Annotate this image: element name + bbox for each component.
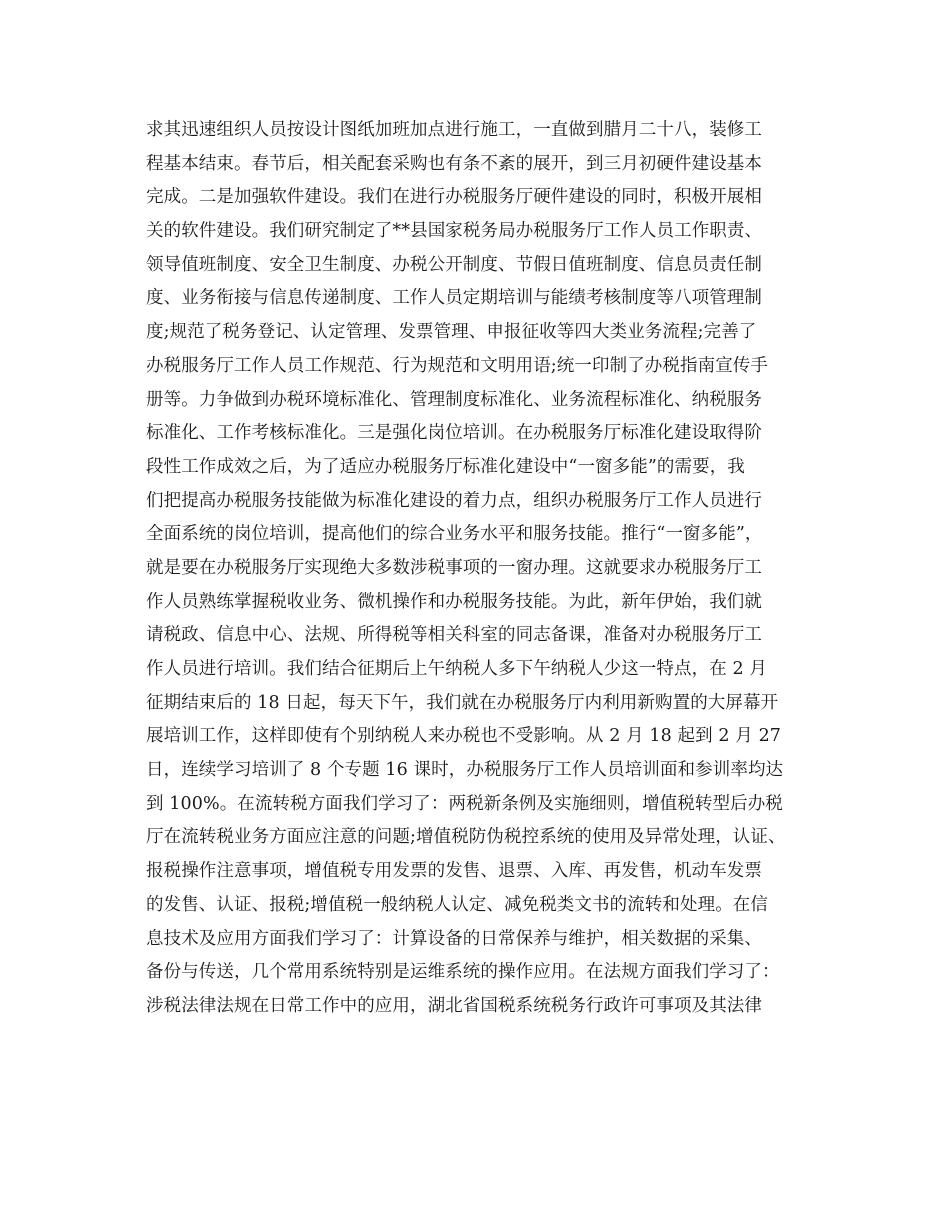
text-line: 涉税法律法规在日常工作中的应用，湖北省国税系统税务行政许可事项及其法律 xyxy=(146,995,762,1016)
text-line: 日，连续学习培训了 8 个专题 16 课时，办税服务厅工作人员培训面和参训率均达 xyxy=(146,760,784,781)
text-line: 作人员进行培训。我们结合征期后上午纳税人多下午纳税人少这一特点，在 2 月 xyxy=(146,659,767,679)
text-line: 度、业务衔接与信息传递制度、工作人员定期培训与能绩考核制度等八项管理制 xyxy=(146,288,762,309)
text-line: 的发售、认证、报税;增值税一般纳税人认定、减免税类文书的流转和处理。在信 xyxy=(146,894,768,915)
text-line: 请税政、信息中心、法规、所得税等相关科室的同志备课，准备对办税服务厅工 xyxy=(146,625,762,646)
text-line: 报税操作注意事项，增值税专用发票的发售、退票、入库、再发售，机动车发票 xyxy=(146,861,762,882)
text-line: 们把提高办税服务技能做为标准化建设的着力点，组织办税服务厅工作人员进行 xyxy=(146,490,762,511)
text-line: 就是要在办税服务厅实现绝大多数涉税事项的一窗办理。这就要求办税服务厅工 xyxy=(146,557,762,578)
text-line: 备份与传送，几个常用系统特别是运维系统的操作应用。在法规方面我们学习了： xyxy=(146,962,780,983)
body-text xyxy=(146,114,836,1024)
text-line: 展培训工作，这样即使有个别纳税人来办税也不受影响。从 2 月 18 起到 2 月 27 xyxy=(146,726,782,747)
text-line: 求其迅速组织人员按设计图纸加班加点进行施工，一直做到腊月二十八，装修工 xyxy=(146,120,762,140)
text-line: 册等。力争做到办税环境标准化、管理制度标准化、业务流程标准化、纳税服务 xyxy=(146,389,762,410)
text-line: 息技术及应用方面我们学习了：计算设备的日常保养与维护，相关数据的采集、 xyxy=(146,928,762,949)
text-line: 领导值班制度、安全卫生制度、办税公开制度、节假日值班制度、信息员责任制 xyxy=(146,254,762,275)
text-line: 程基本结束。春节后，相关配套采购也有条不紊的展开，到三月初硬件建设基本 xyxy=(146,153,762,174)
text-line: 标准化、工作考核标准化。三是强化岗位培训。在办税服务厅标准化建设取得阶 xyxy=(146,423,762,444)
text-line: 办税服务厅工作人员工作规范、行为规范和文明用语;统一印制了办税指南宣传手 xyxy=(146,355,768,376)
text-line: 度;规范了税务登记、认定管理、发票管理、申报征收等四大类业务流程;完善了 xyxy=(146,322,757,343)
text-line: 到 100%。在流转税方面我们学习了：两税新条例及实施细则，增值税转型后办税 xyxy=(146,793,783,814)
text-line: 关的软件建设。我们研究制定了**县国家税务局办税服务厅工作人员工作职责、 xyxy=(146,221,763,242)
text-line: 全面系统的岗位培训，提高他们的综合业务水平和服务技能。推行“一窗多能”， xyxy=(146,524,763,545)
text-line: 段性工作成效之后，为了适应办税服务厅标准化建设中“一窗多能”的需要，我 xyxy=(146,456,745,477)
text-line: 征期结束后的 18 日起，每天下午，我们就在办税服务厅内利用新购置的大屏幕开 xyxy=(146,692,779,713)
text-line: 完成。二是加强软件建设。我们在进行办税服务厅硬件建设的同时，积极开展相 xyxy=(146,187,762,208)
text-line: 作人员熟练掌握税收业务、微机操作和办税服务技能。为此，新年伊始，我们就 xyxy=(146,591,762,612)
text-line: 厅在流转税业务方面应注意的问题;增值税防伪税控系统的使用及异常处理，认证、 xyxy=(146,827,786,848)
